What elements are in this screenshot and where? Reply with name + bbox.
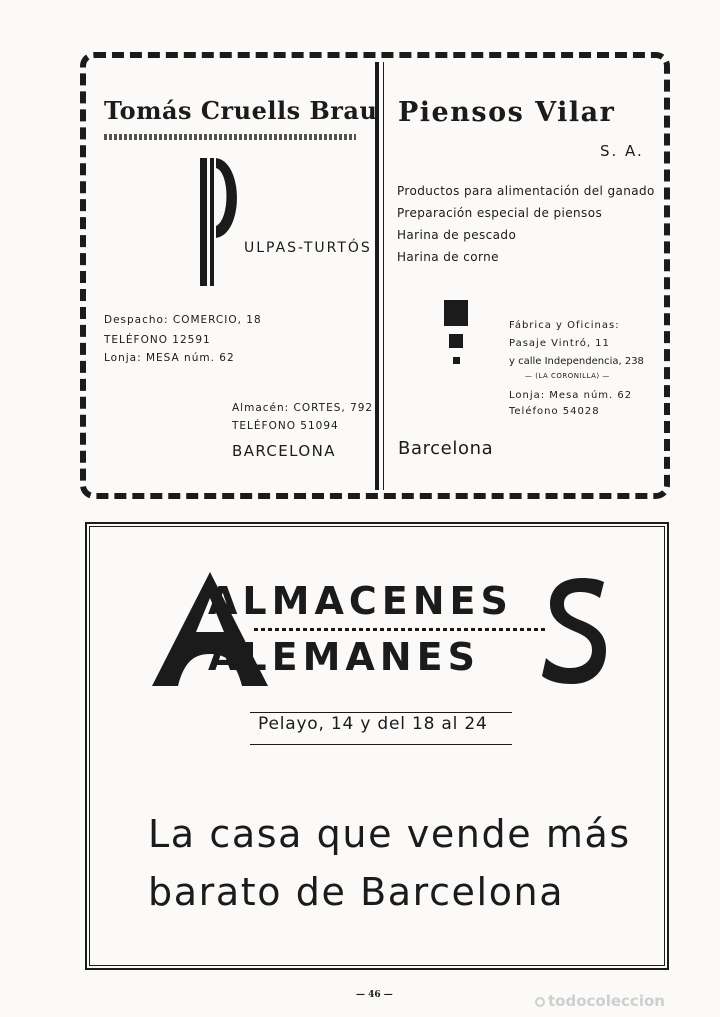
watermark-logo-icon [535,997,545,1007]
page-number: — 46 — [356,990,393,1000]
right-pasaje: Pasaje Vintró, 11 [509,338,610,349]
vilar-squares-icon [444,300,470,368]
logo-line-1: ALMACENES [208,579,513,623]
watermark-text: todocoleccion [548,992,665,1010]
bottom-address: Pelayo, 14 y del 18 al 24 [258,714,488,734]
logo-dotted-rule [254,628,546,631]
right-calle: y calle Independencia, 238 [509,356,644,367]
left-ad-ornament [104,134,356,140]
right-ad-title: Piensos Vilar [398,97,616,128]
product-item: Harina de corne [397,250,499,264]
right-city: Barcelona [398,438,494,459]
almacen-label: Almacén: [232,402,290,414]
pulpas-logo-icon [200,158,244,286]
left-almacen [232,402,373,414]
panel-divider-thin [383,62,384,490]
left-despacho [104,314,262,326]
product-item: Harina de pescado [397,228,517,242]
right-lonja: Lonja: Mesa núm. 62 [509,390,633,401]
almacenes-logo [150,570,610,690]
almacen-value: CORTES, 792 [293,402,374,414]
despacho-label: Despacho: [104,314,169,326]
despacho-value: COMERCIO, 18 [172,314,262,326]
left-lonja: Lonja: MESA núm. 62 [104,352,235,364]
slogan-line-2: barato de Barcelona [148,870,565,914]
slogan-line-1: La casa que vende más [148,812,631,856]
right-coronilla: — (LA CORONILLA) — [525,372,610,380]
right-ad-sa: S. A. [600,142,644,160]
address-bottom-rule [250,744,512,745]
panel-divider [375,62,379,490]
product-item: Preparación especial de piensos [397,206,603,220]
left-city: BARCELONA [232,442,336,460]
product-item: Productos para alimentación del ganado [397,184,655,198]
address-top-rule [250,712,512,713]
left-telefono-2: TELÉFONO 51094 [232,420,339,432]
watermark [535,992,665,1010]
big-s-icon [542,576,606,686]
logo-line-2: ALEMANES [208,635,480,679]
right-fabrica: Fábrica y Oficinas: [509,320,620,331]
left-ad-logo-text: ULPAS-TURTÓS [244,240,372,256]
left-telefono-1: TELÉFONO 12591 [104,334,211,346]
right-telefono: Teléfono 54028 [509,406,600,417]
left-ad-title: Tomás Cruells Brau [104,96,378,125]
